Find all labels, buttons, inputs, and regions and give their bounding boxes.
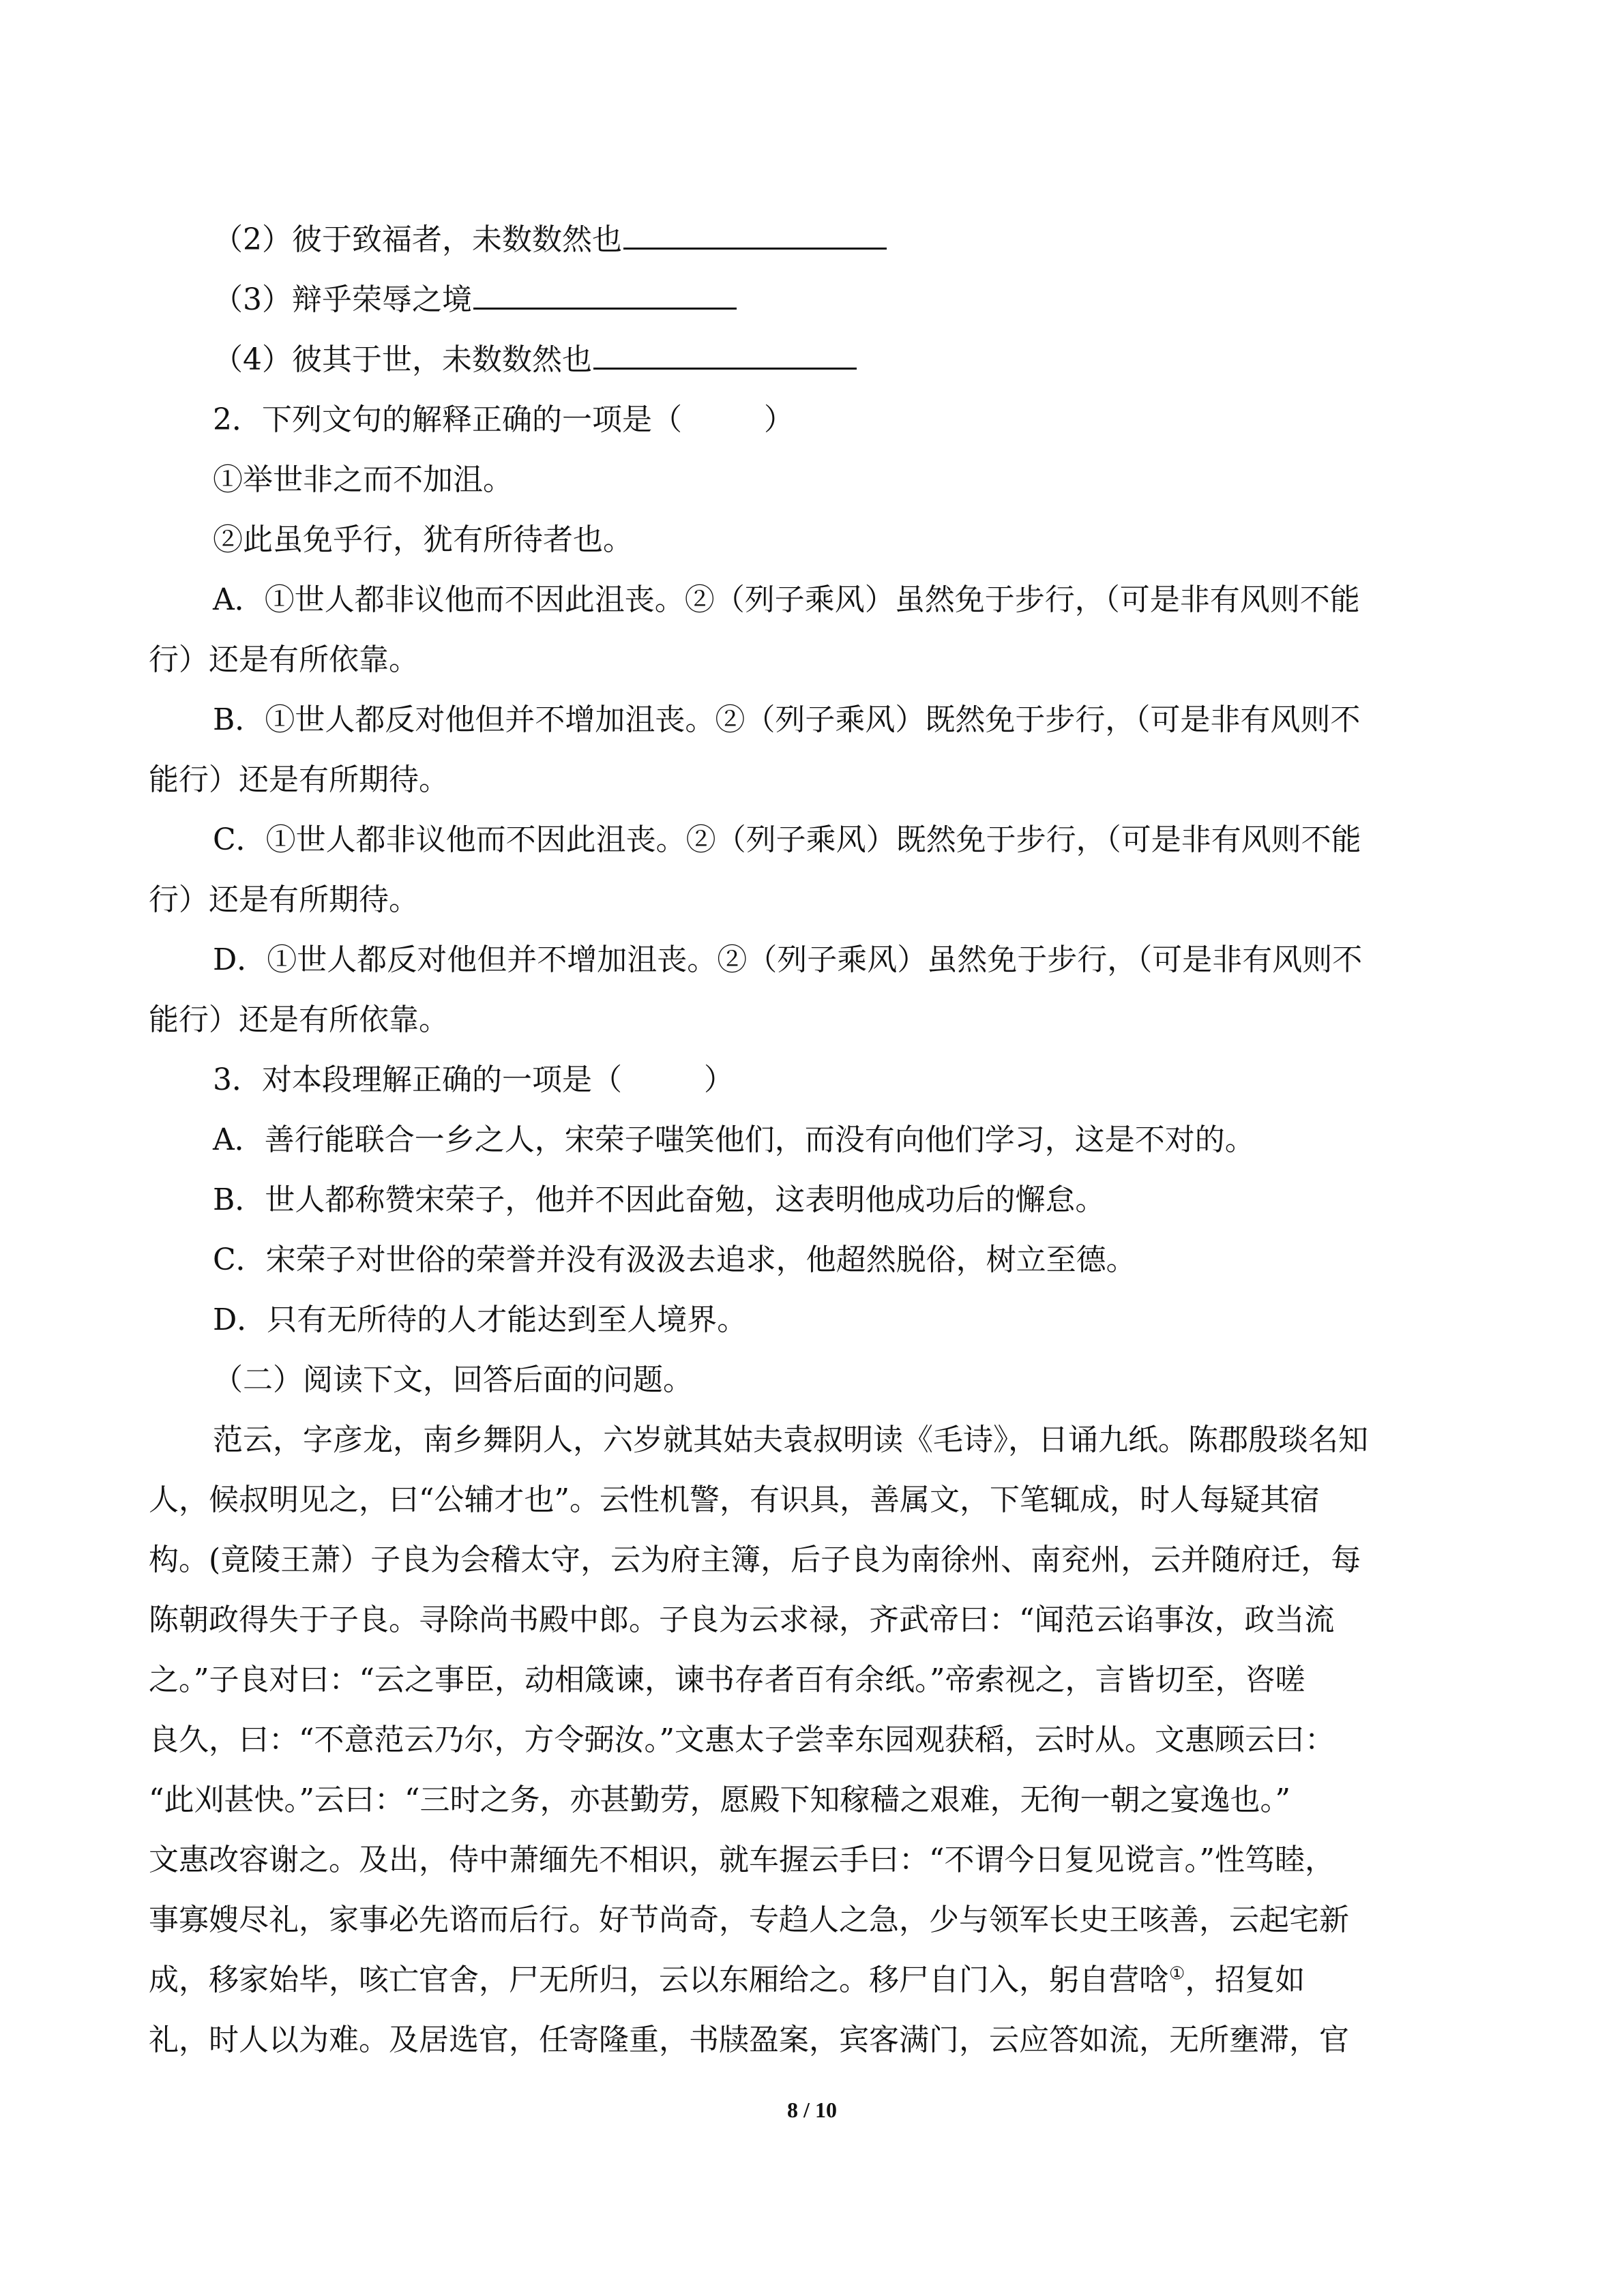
- question-1-item-4: [149, 330, 1469, 390]
- question-2-option-c-line-2: 行）还是有所期待。: [149, 882, 419, 917]
- passage-line: 陈朝政得失于子良。寻除尚书殿中郎。子良为云求禄，齐武帝曰：“闻范云谄事汝，政当流: [149, 1602, 1335, 1637]
- passage-line: [149, 1950, 1469, 2010]
- passage-line: 人，候叔明见之，曰“公辅才也”。云性机警，有识具，善属文，下笔辄成，时人每疑其宿: [149, 1482, 1320, 1517]
- question-3-option-b: B．世人都称赞宋荣子，他并不因此奋勉，这表明他成功后的懈怠。: [213, 1182, 1106, 1217]
- question-1-item-2-text: （2）彼于致福者，未数数然也: [213, 222, 622, 257]
- question-3-stem-close: ）: [704, 1062, 734, 1097]
- question-1-item-2: [149, 210, 1469, 270]
- page-number: 8 / 10: [787, 2098, 837, 2122]
- passage-line: 构。(竟陵王萧）子良为会稽太守，云为府主簿，后子良为南徐州、南兖州，云并随府迁，每: [149, 1542, 1361, 1577]
- passage-line: 文惠改容谢之。及出，侍中萧缅先不相识，就车握云手曰：“不谓今日复见谠言。”性笃睦，: [149, 1843, 1335, 1877]
- question-3-option-d: D．只有无所待的人才能达到至人境界。: [213, 1302, 748, 1337]
- question-1-item-3-text: （3）辩乎荣辱之境: [213, 282, 472, 317]
- footnote-marker: ①: [1169, 1963, 1185, 1984]
- section-2-heading: （二）阅读下文，回答后面的问题。: [213, 1362, 693, 1397]
- question-2-stem-close: ）: [764, 402, 794, 437]
- passage-text: ，招复如: [1185, 1963, 1305, 1997]
- question-1-item-4-text: （4）彼其于世，未数数然也: [213, 342, 592, 377]
- question-2-stem-text: 2．下列文句的解释正确的一项是（: [213, 402, 682, 437]
- question-2-option-a-line-1: A．①世人都非议他而不因此沮丧。②（列子乘风）虽然免于步行，（可是非有风则不能: [213, 582, 1360, 617]
- passage-line: 事寡嫂尽礼，家事必先谘而后行。好节尚奇，专趋人之急，少与领军长史王咳善，云起宅新: [149, 1903, 1349, 1937]
- answer-blank: [623, 220, 887, 250]
- question-3-stem: [149, 1050, 1469, 1110]
- passage-line: 之。”子良对曰：“云之事臣，动相箴谏，谏书存者百有余纸。”帝索视之，言皆切至，咨嗟: [149, 1663, 1305, 1697]
- question-2-option-b-line-2: 能行）还是有所期待。: [149, 762, 449, 797]
- passage-line: 良久，曰：“不意范云乃尔，方令弼汝。”文惠太子尝幸东园观获稻，云时从。文惠顾云曰：: [149, 1723, 1335, 1757]
- question-1-item-3: [149, 270, 1469, 330]
- passage-text: 成，移家始毕，咳亡官舍，尸无所归，云以东厢给之。移尸自门入，躬自营唅: [149, 1963, 1169, 1997]
- question-2-sentence-2: ②此虽免乎行，犹有所待者也。: [213, 522, 633, 557]
- question-2-option-d-line-2: 能行）还是有所依靠。: [149, 1002, 449, 1037]
- question-3-option-c: C．宋荣子对世俗的荣誉并没有汲汲去追求，他超然脱俗，树立至德。: [213, 1242, 1136, 1277]
- question-2-option-c-line-1: C．①世人都非议他而不因此沮丧。②（列子乘风）既然免于步行，（可是非有风则不能: [213, 822, 1361, 857]
- question-2-stem: [149, 390, 1469, 450]
- passage-line: 礼，时人以为难。及居选官，任寄隆重，书牍盈案，宾客满门，云应答如流，无所壅滞，官: [149, 2023, 1349, 2057]
- question-2-option-a-line-2: 行）还是有所依靠。: [149, 642, 419, 677]
- question-2-sentence-1: ①举世非之而不加沮。: [213, 462, 513, 497]
- question-2-option-d-line-1: D．①世人都反对他但并不增加沮丧。②（列子乘风）虽然免于步行，（可是非有风则不: [213, 942, 1363, 977]
- question-3-option-a: A．善行能联合一乡之人，宋荣子嗤笑他们，而没有向他们学习，这是不对的。: [213, 1122, 1255, 1157]
- passage-line: “此刈甚快。”云曰：“三时之务，亦甚勤劳，愿殿下知稼穑之艰难，无徇一朝之宴逸也。”: [149, 1783, 1290, 1817]
- answer-blank: [473, 280, 737, 310]
- page-content: [149, 210, 1469, 2070]
- question-2-option-b-line-1: B．①世人都反对他但并不增加沮丧。②（列子乘风）既然免于步行，（可是非有风则不: [213, 702, 1361, 737]
- passage-line: 范云，字彦龙，南乡舞阴人，六岁就其姑夫袁叔明读《毛诗》，日诵九纸。陈郡殷琰名知: [213, 1422, 1368, 1457]
- answer-blank: [593, 340, 857, 370]
- question-3-stem-text: 3．对本段理解正确的一项是（: [213, 1062, 622, 1097]
